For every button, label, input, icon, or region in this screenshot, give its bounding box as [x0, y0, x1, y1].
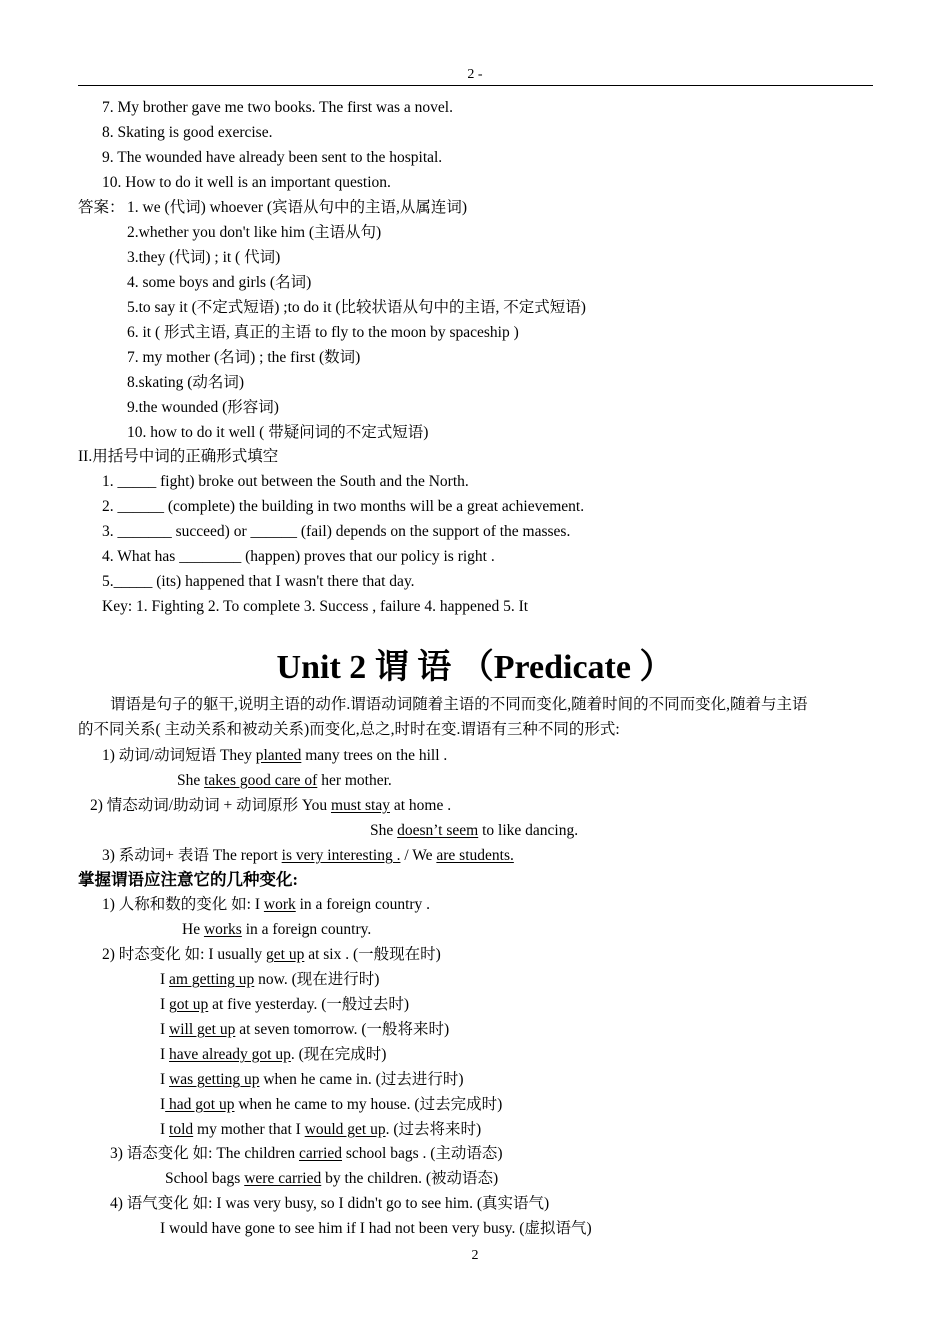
- underlined-predicate: takes good care of: [204, 772, 318, 789]
- answer-3: 3.they (代词) ; it ( 代词): [127, 249, 281, 266]
- answer-10: 10. how to do it well ( 带疑问词的不定式短语): [127, 424, 429, 441]
- underlined-predicate: were carried: [244, 1170, 322, 1187]
- mood-example-subjunctive: I would have gone to see him if I had not been very busy. (虚拟语气): [160, 1220, 592, 1237]
- fill-item-1: 1. _____ fight) broke out between the South and the North.: [102, 473, 469, 490]
- exercise-item-9: 9. The wounded have already been sent to the hospital.: [102, 149, 443, 166]
- fill-item-4: 4. What has ________ (happen) proves that our policy is right .: [102, 548, 495, 565]
- form-3-line: 3) 系动词+ 表语 The report is very interesting . / We are students.: [102, 847, 514, 864]
- answer-9: 9.the wounded (形容词): [127, 399, 279, 416]
- underlined-predicate: get up: [266, 946, 305, 963]
- intro-line-2: 的不同关系( 主动关系和被动关系)而变化,总之,时时在变.谓语有三种不同的形式:: [78, 721, 620, 738]
- underlined-predicate: works: [203, 921, 242, 938]
- person-change-line: 1) 人称和数的变化 如: I work in a foreign country .: [102, 896, 431, 913]
- page-header-label: 2 -: [467, 67, 483, 82]
- fill-item-2: 2. ______ (complete) the building in two months will be a great achievement.: [102, 498, 585, 515]
- unit-title: Unit 2 谓 语 （Predicate ）: [276, 649, 674, 686]
- underlined-predicate: doesn’t seem: [397, 822, 479, 839]
- underlined-predicate: got up: [169, 996, 209, 1013]
- tense-example-present-continuous: I am getting up now. (现在进行时): [160, 971, 380, 988]
- header-rule: [78, 85, 873, 86]
- underlined-predicate: was getting up: [169, 1071, 260, 1088]
- voice-example-passive: School bags were carried by the children. (被动语态): [165, 1170, 499, 1187]
- tense-example-simple-past: I got up at five yesterday. (一般过去时): [160, 996, 410, 1013]
- changes-heading: 掌握谓语应注意它的几种变化:: [78, 870, 298, 889]
- answer-4: 4. some boys and girls (名词): [127, 274, 312, 291]
- underlined-predicate: must stay: [330, 797, 390, 814]
- underlined-predicate: am getting up: [169, 971, 255, 988]
- answer-8: 8.skating (动名词): [127, 374, 245, 391]
- fill-item-3: 3. _______ succeed) or ______ (fail) depends on the support of the masses.: [102, 523, 571, 540]
- underlined-predicate: carried: [298, 1145, 343, 1162]
- underlined-predicate: work: [263, 896, 296, 913]
- form-2-example-2: She doesn’t seem to like dancing.: [370, 822, 579, 839]
- answers-label: 答案：: [78, 199, 125, 216]
- answer-7: 7. my mother (名词) ; the first (数词): [127, 349, 361, 366]
- form-1-line: 1) 动词/动词短语 They planted many trees on the hill .: [102, 747, 448, 764]
- page-number: 2: [471, 1248, 479, 1263]
- underlined-predicate: are students.: [436, 847, 514, 864]
- answer-2: 2.whether you don't like him (主语从句): [127, 224, 382, 241]
- underlined-predicate: told: [169, 1121, 194, 1138]
- intro-paragraph: [78, 692, 874, 742]
- section-ii-heading: II.用括号中词的正确形式填空: [78, 448, 279, 465]
- answer-key: Key: 1. Fighting 2. To complete 3. Success , failure 4. happened 5. It: [102, 598, 529, 615]
- exercise-item-8: 8. Skating is good exercise.: [102, 124, 273, 141]
- intro-line-1: 谓语是句子的躯干,说明主语的动作.谓语动词随着主语的不同而变化,随着时间的不同而变化,随着与主语: [110, 696, 808, 713]
- tense-example-past-future: I told my mother that I would get up. (过去将来时): [160, 1121, 482, 1138]
- person-change-example-2: He works in a foreign country.: [182, 921, 372, 938]
- voice-change-line: 3) 语态变化 如: The children carried school bags . (主动语态): [110, 1145, 503, 1162]
- tense-example-past-continuous: I was getting up when he came in. (过去进行时): [160, 1071, 464, 1088]
- tense-example-simple-future: I will get up at seven tomorrow. (一般将来时): [160, 1021, 450, 1038]
- underlined-predicate: would get up: [304, 1121, 386, 1138]
- tense-example-present-perfect: I have already got up. (现在完成时): [160, 1046, 387, 1063]
- answer-6: 6. it ( 形式主语, 真正的主语 to fly to the moon by spaceship ): [127, 324, 519, 341]
- tense-example-past-perfect: I had got up when he came to my house. (过去完成时): [160, 1096, 503, 1113]
- underlined-predicate: is very interesting .: [281, 847, 401, 864]
- exercise-item-10: 10. How to do it well is an important question.: [102, 174, 391, 191]
- fill-item-5: 5._____ (its) happened that I wasn't there that day.: [102, 573, 415, 590]
- underlined-predicate: have already got up: [169, 1046, 291, 1063]
- mood-change-line: 4) 语气变化 如: I was very busy, so I didn't go to see him. (真实语气): [110, 1195, 550, 1212]
- underlined-predicate: had got up: [165, 1096, 235, 1113]
- answer-1: 1. we (代词) whoever (宾语从句中的主语,从属连词): [127, 199, 468, 216]
- underlined-predicate: will get up: [169, 1021, 236, 1038]
- underlined-predicate: planted: [255, 747, 302, 764]
- answer-5: 5.to say it (不定式短语) ;to do it (比较状语从句中的主语, 不定式短语): [127, 299, 586, 316]
- form-2-line: 2) 情态动词/助动词 + 动词原形 You must stay at home .: [90, 797, 452, 814]
- exercise-item-7: 7. My brother gave me two books. The first was a novel.: [102, 99, 453, 116]
- tense-change-line: 2) 时态变化 如: I usually get up at six . (一般现在时): [102, 946, 441, 963]
- form-1-example-2: She takes good care of her mother.: [177, 772, 392, 789]
